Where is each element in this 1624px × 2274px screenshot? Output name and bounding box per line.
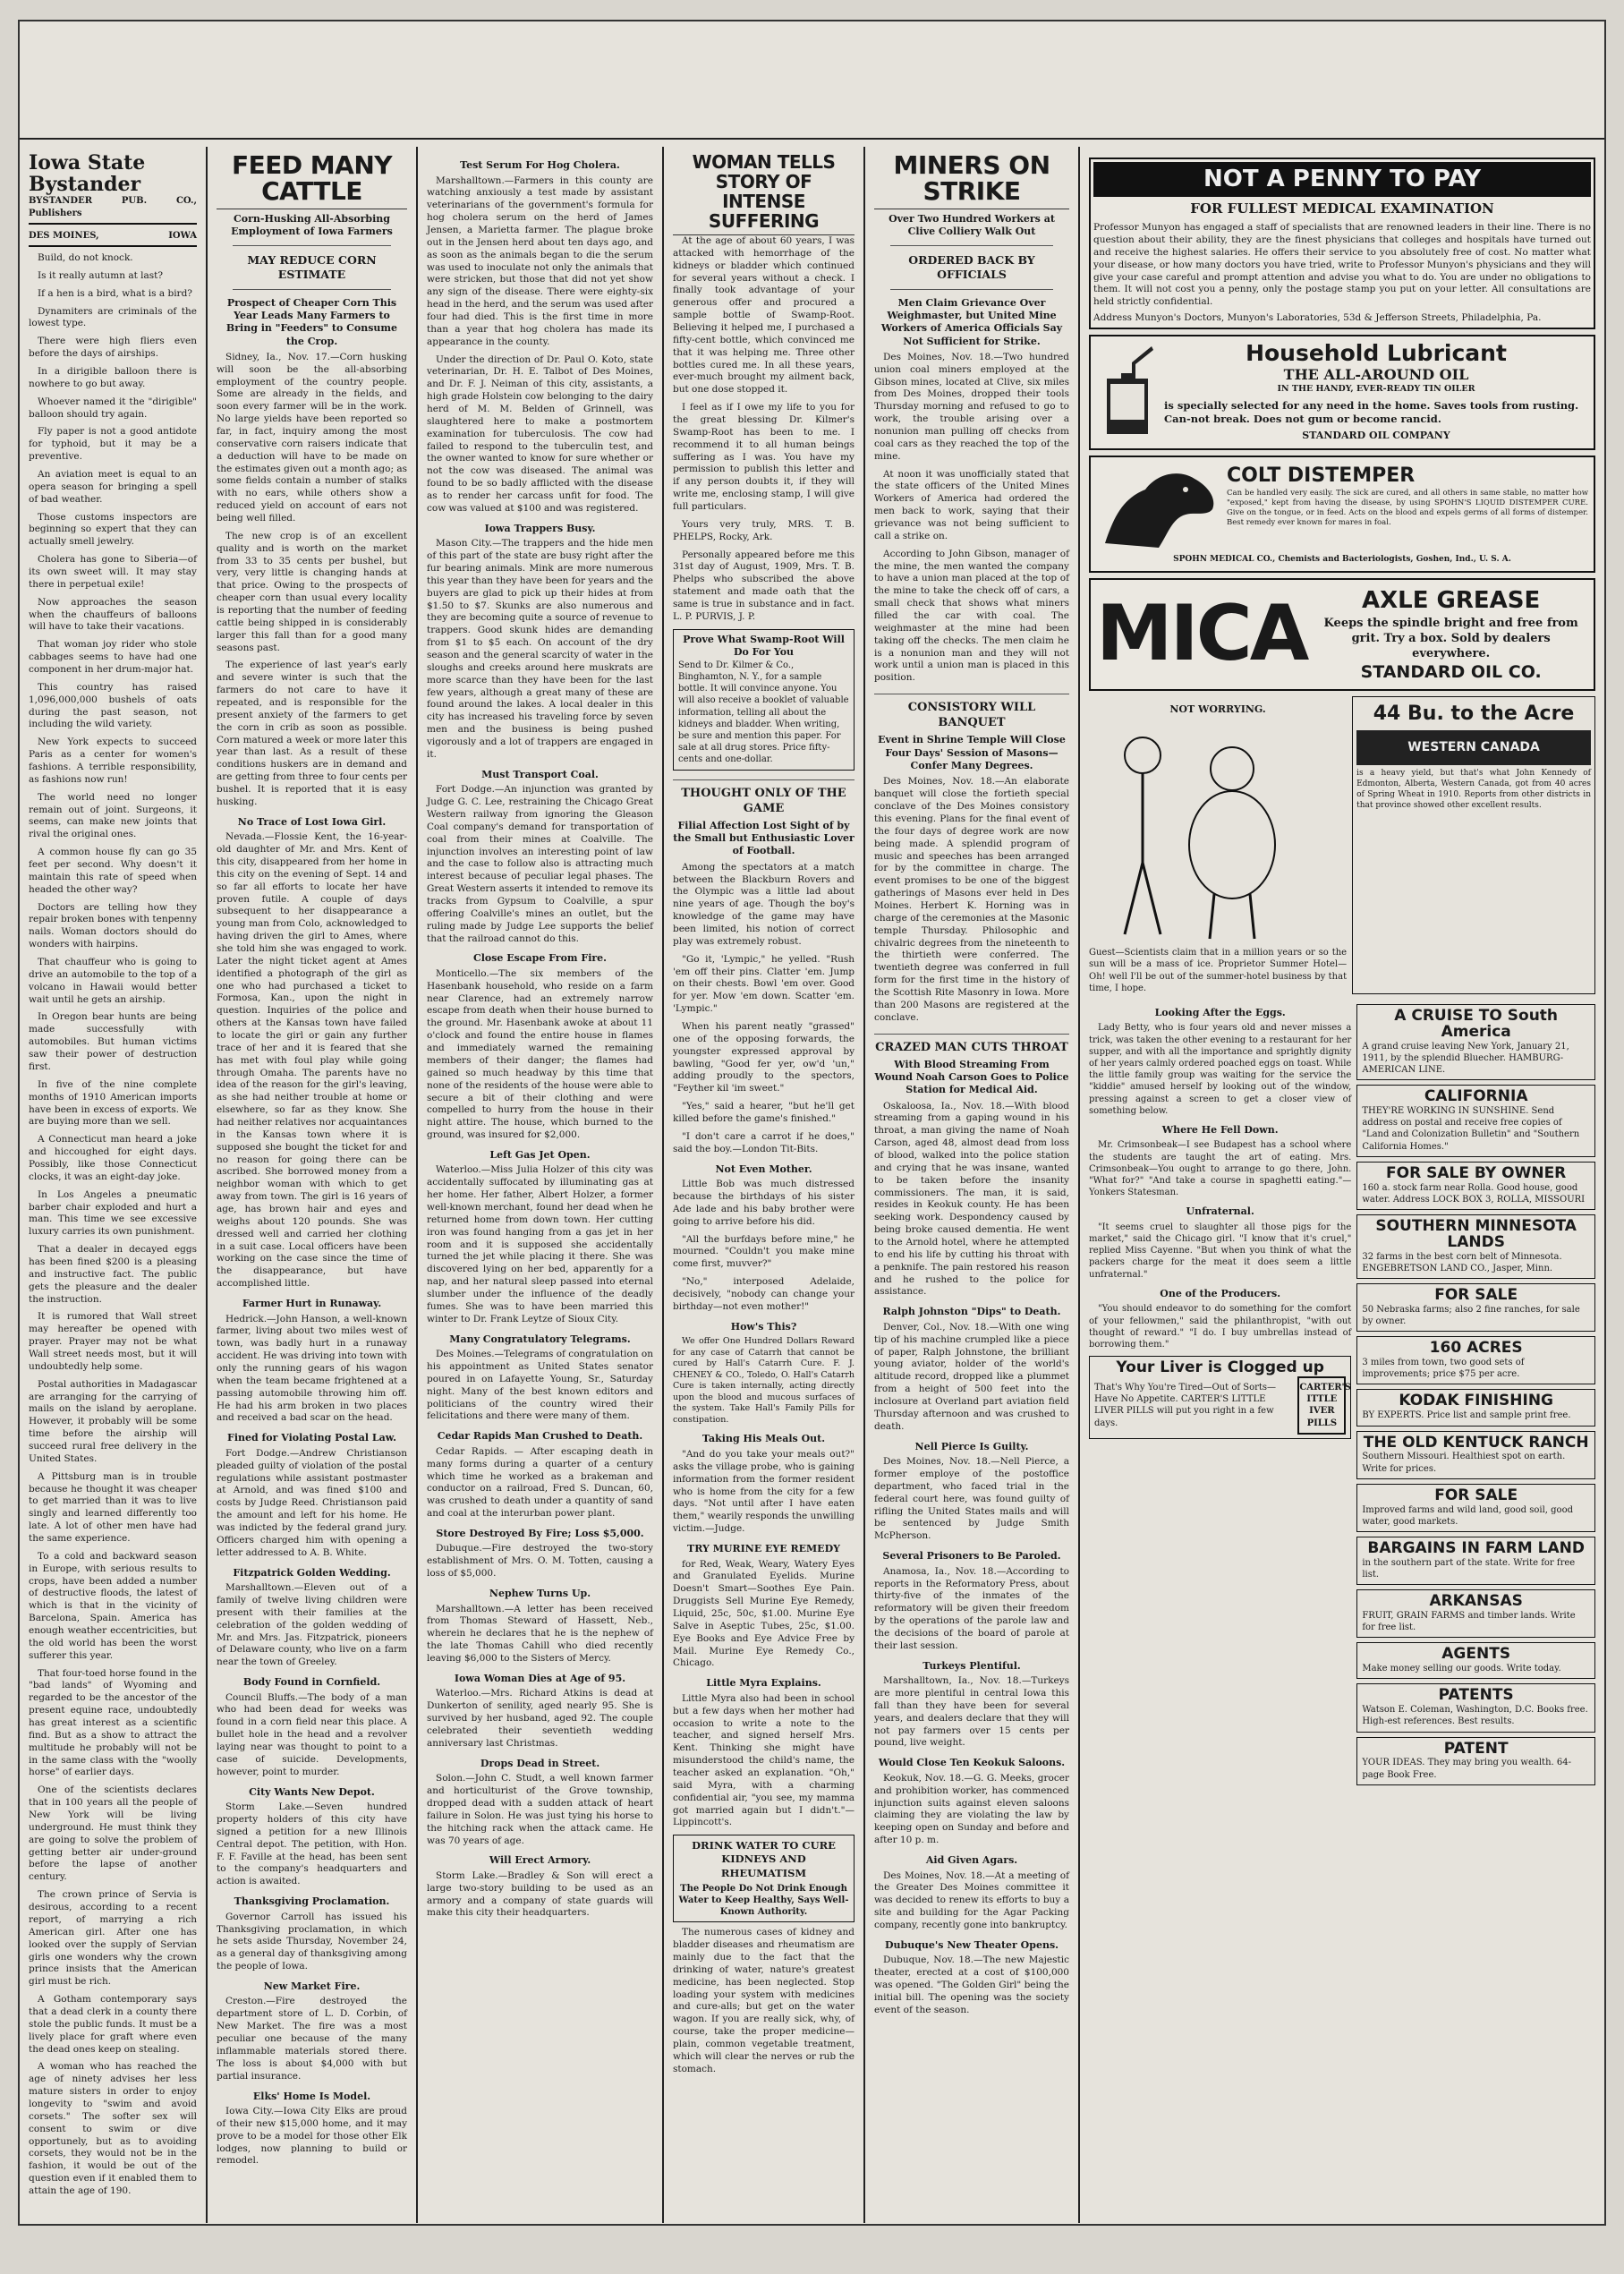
paragraph: This country has raised 1,096,000,000 bushels of oats during the past season, not including the wild variety. — [29, 681, 197, 730]
deck: Event in Shrine Temple Will Close Four Days' Session of Masons—Confer Many Degrees. — [878, 734, 1066, 772]
paragraph: That chauffeur who is going to drive an automobile to the top of a volcano in Hawaii would better wait until he gets an airship. — [29, 957, 197, 1005]
item-heading: Taking His Meals Out. — [701, 1433, 826, 1445]
ad-body: in the southern part of the state. Write for free list. — [1362, 1557, 1576, 1580]
paragraph: Des Moines, Nov. 18.—An elaborate banquet will close the fortieth special conclave of the Des Moines consistory this evening. Plans for the final event of the four days of degree work are now being made. A splendid program of music and speeches has been arranged for by the committee in charge. The event promises to be one of the biggest gatherings of Masons ever held in Des Moines. Herbert K. Horning was in charge of the ceremonies at the Masonic temple Thursday. Philosophic and chivalric degrees from the nineteenth to the thirtieth were conferred. The twentieth degree was conferred in full form for the first time in the history of the Scottish Rite Masonry in Iowa. More than 200 Masons are registered at the conclave. — [874, 776, 1070, 1023]
item-heading: Ralph Johnston "Dips" to Death. — [882, 1306, 1061, 1318]
ad-headline: FOR SALE BY OWNER — [1386, 1163, 1567, 1182]
carters-liver-pills-advertisement — [1089, 1356, 1351, 1439]
paragraph: "And do you take your meals out?" asks the village probe, who is gaining information from the former resident who is home from the city for a few days. "Not until after I have eaten them," wearily responds the unwilling victim.—Judge. — [673, 1449, 855, 1535]
paragraph: "Go it, 'Lympic," he yelled. "Rush 'em off their pins. Clatter 'em. Jump on their chests. Bowl 'em over. Good for yer. Mow 'em down. Scatter 'em. 'Lympic." — [673, 953, 855, 1015]
deck: Filial Affection Lost Sight of by the Small but Enthusiastic Lover of Football. — [673, 819, 855, 857]
paragraph: In Los Angeles a pneumatic barber chair exploded and hurt a man. This time we see excessive luxury carries its own punishment. — [29, 1188, 197, 1238]
paragraph: That woman joy rider who stole cabbages seems to have had one component in her drum-major hat. — [29, 639, 197, 675]
headline-woman-tells-story: WOMAN TELLS STORY OF INTENSE SUFFERING — [673, 152, 855, 235]
ad-headline: THE OLD KENTUCK RANCH — [1363, 1433, 1589, 1452]
swamp-root-advertisement — [673, 235, 855, 624]
paragraph: Anamosa, Ia., Nov. 18.—According to reports in the Reformatory Press, about thirty-five of the inmates of the reformatory will be given their freedom by the operations of the parole law and the decisions of the board of parole at their last session. — [874, 1565, 1069, 1651]
column-6-advertisements — [1080, 147, 1604, 2223]
ad-headline: SOUTHERN MINNESOTA LANDS — [1375, 1216, 1577, 1251]
ad-headline: AGENTS — [1441, 1645, 1511, 1664]
item-heading: Turkeys Plentiful. — [923, 1659, 1021, 1672]
paragraph: Marshalltown.—Eleven out of a family of twelve living children were present with their families at the celebration of the golden wedding of Mr. and Mrs. Jas. Fitzpatrick, pioneers of Delaware county, who live on a farm near the town of Greeley. — [217, 1582, 407, 1668]
paragraph: Cedar Rapids. — After escaping death in many forms during a quarter of a century which time he worked as a brakeman and conductor on a railroad, Fred S. Duncan, 60, was crushed to death under a quantity of sand and coal at the interurban power plant. — [427, 1445, 653, 1520]
paragraph: Doctors are telling how they repair broken bones with tenpenny nails. Woman doctors should do wonders with hairpins. — [29, 901, 197, 950]
paragraph: When his parent neatly "grassed" one of the opposing forwards, the youngster expressed approval by bawling, "Good fer yer, ow'd 'un," adding proudly to the spectors, "Feyther kil 'im sweet." — [673, 1021, 855, 1094]
item-heading: Must Transport Coal. — [481, 768, 599, 780]
item-heading: No Trace of Lost Iowa Girl. — [237, 815, 387, 828]
paragraph: Creston.—Fire destroyed the department store of L. D. Corbin, of New Market. The fire was a most peculiar one because of the many inflammable materials stored there. The loss is about $4,000 with but partial insurance. — [217, 1996, 407, 2082]
cartoon-caption: Guest—Scientists claim that in a million years or so the sun will be a mass of ice. Proprietor Summer Hotel—Oh! well I'll be out of the summer-hotel business by that time, I hope. — [1089, 948, 1348, 993]
divider — [890, 245, 1053, 246]
item-heading: New Market Fire. — [263, 1980, 361, 1992]
newspaper-page — [18, 20, 1606, 2226]
deck: With Blood Streaming From Wound Noah Carson Goes to Police Station for Medical Aid. — [874, 1058, 1069, 1096]
divider — [233, 245, 391, 246]
column-4 — [664, 147, 865, 2223]
item-heading: TRY MURINE EYE REMEDY — [687, 1543, 840, 1555]
item-heading: CRAZED MAN CUTS THROAT — [874, 1034, 1069, 1055]
paragraph: At noon it was unofficially stated that the state officers of the United Mines Workers of America had ordered the men back to work, saying that their grievance was not being sufficient to call a strike on. — [874, 468, 1069, 541]
classified-ad — [1356, 1214, 1595, 1279]
classified-ad — [1356, 1283, 1595, 1332]
ad-body: A grand cruise leaving New York, January 21, 1911, by the splendid Bluecher. HAMBURG-AMERICAN LINE. — [1362, 1041, 1569, 1075]
household-lubricant-advertisement — [1089, 335, 1595, 450]
deck: Prospect of Cheaper Corn This Year Leads Many Farmers to Bring in "Feeders" to Consume the Crop. — [225, 296, 398, 347]
story-body — [874, 352, 1069, 685]
paragraph: "All the burfdays before mine," he mourned. "Couldn't you make mine come first, muvver?" — [673, 1233, 855, 1270]
headline-miners-on-strike: MINERS ON STRIKE — [874, 152, 1069, 209]
header-rule — [20, 138, 1604, 140]
classified-ads — [1356, 1000, 1595, 1790]
ad-headline: COLT DISTEMPER — [1227, 464, 1416, 487]
paragraph: Des Moines, Nov. 18.—Two hundred union coal miners employed at the Gibson mines, located at Clive, six miles from Des Moines, dropped their tools Thursday morning and refused to go to work, the trouble arising over a nonunion man pulling off checks from coal cars as they reached the top of the mine. — [874, 351, 1069, 462]
paragraph: Is it really autumn at last? — [38, 269, 164, 281]
classified-ad — [1356, 1537, 1595, 1585]
paragraph: A common house fly can go 35 feet per second. Why doesn't it maintain this rate of speed when headed the other way? — [29, 847, 197, 895]
paragraph: Fort Dodge.—An injunction was granted by Judge G. C. Lee, restraining the Chicago Great Western railway from ignoring the Gleason Coal company's demand for transportation of coal from their mines at Coalville. The injunction involves an interesting point of law and the case to follow also is attracting much interest because of peculiar legal phases. The Great Western asserts it intended to remove its tracks from Gypsum to Coalville, a spur offering Coalville's mines an outlet, but the ruling made by Judge Lee supports the belief that the railroad cannot do this. — [427, 784, 653, 944]
ad-company: STANDARD OIL CO. — [1360, 662, 1542, 683]
masthead-publisher-line — [29, 195, 197, 224]
paragraph: Now approaches the season when the chauffeurs of balloons will have to take their vacations. — [29, 596, 197, 633]
drink-water-box — [673, 1835, 855, 1922]
classified-ad — [1356, 1683, 1595, 1732]
paragraph: Denver, Col., Nov. 18.—With one wing tip of his machine crumpled like a piece of paper, Ralph Johnstone, the brilliant young aviator, holder of the world's altitude record, dropped like a plummet from a height of 500 feet into the inclosure at Overland part aviation field Thursday afternoon and was crushed to death. — [874, 1321, 1069, 1432]
ad-body: Make money selling our goods. Write today. — [1362, 1664, 1561, 1674]
item-heading: One of the Producers. — [1160, 1287, 1281, 1299]
ad-body: 50 Nebraska farms; also 2 fine ranches, for sale by owner. — [1362, 1304, 1580, 1327]
eggs-and-cruise-row — [1089, 1000, 1595, 1790]
deck: Corn-Husking All-Absorbing Employment of Iowa Farmers — [231, 212, 393, 238]
paragraph: The experience of last year's early and severe winter is such that the farmers do not care to have it repeated, and is responsible for the present anxiety of the farmers to get the corn in crib as soon as possible. Corn matured a week or more later this year than last. As a result of these conditions huskers are in demand and are getting from three to four cents per bushel. It is reported that it is easy husking. — [217, 660, 407, 807]
paragraph: Yours very truly, MRS. T. B. PHELPS, Rocky, Ark. — [673, 518, 855, 542]
classified-ad — [1356, 1431, 1595, 1479]
item-heading: Many Congratulatory Telegrams. — [449, 1333, 631, 1345]
item-heading: Aid Given Agars. — [925, 1854, 1018, 1866]
paragraph: I feel as if I owe my life to you for the great blessing Dr. Kilmer's Swamp-Root has been to me. I recommend it to all human beings suffering as I was. You have my permission to publish this letter and if any person doubts it, if they will write me, enclosing stamp, I will give full particulars. — [673, 402, 855, 513]
ad-body: Professor Munyon has engaged a staff of specialists that are renowned leaders in their line. There is no question about their ability, they are the finest physicians that colleges and hospitals have turned out and receive the highest salaries. He offers their service to you absolutely free of cost. No matter what your disease, or how many doctors you have tried, write to Professor Munyon's physicians and they will give your case careful and prompt attention and advise you what to do. You are under no obligations to them. It will not cost you a penny, only the postage stamp you put on your letter. All consultations are held strictly confidential. — [1093, 222, 1591, 308]
south-america-cruise-advertisement — [1356, 1004, 1595, 1080]
ad-body: is specially selected for any need in the home. Saves tools from rusting. Can-not break. Does not gum or become rancid. — [1164, 398, 1579, 426]
paragraph: Dynamiters are criminals of the lowest type. — [29, 305, 197, 329]
ad-headline: PATENTS — [1438, 1686, 1514, 1705]
paragraph: In five of the nine complete months of 1910 American imports have been in excess of exports. We are buying more than we sell. — [29, 1078, 197, 1128]
story-body — [673, 862, 855, 1156]
classified-ad — [1356, 1336, 1595, 1384]
masthead-publisher: BYSTANDER PUB. CO., Publishers — [29, 196, 197, 218]
ad-headline: 160 ACRES — [1429, 1339, 1523, 1358]
paragraph: Mason City.—The trappers and the hide men of this part of the state are busy right after the fur bearing animals. Mink are more numerous this year than they have been for years and the buyers are glad to pick up their hides at from $1.50 to $7. Skunks are also numerous and they are becoming quite a source of revenue to trappers. Good skunk hides are demanding from $1 to $5 each. On account of the dry season and the general scarcity of water in the sloughs and creeks around here muskrats are more scarce than they have been for the last few years, although a great many of these are found around the lakes. A local dealer in this city has increased his traveling force by seven men and the business is being pushed vigorously and a lot of trappers are engaged in it. — [427, 538, 653, 760]
news-items — [874, 694, 1069, 2016]
ad-subheadline: THE ALL-AROUND OIL — [1283, 366, 1469, 384]
headline-feed-many-cattle: FEED MANY CATTLE — [217, 152, 407, 209]
ad-headline: KODAK FINISHING — [1399, 1392, 1554, 1410]
paragraph: Dubuque, Nov. 18.—The new Majestic theater, erected at a cost of $100,000 was opened. "The Golden Girl" being the initial bill. The opening was the society event of the season. — [874, 1955, 1069, 2015]
classified-ad — [1356, 1389, 1595, 1426]
paragraph: New York expects to succeed Paris as a center for women's fashions. A terrible responsibility, as fashions now run! — [29, 737, 197, 785]
paragraph: "You should endeavor to do something for the comfort of your fellowmen," said the philanthropist, "with out thought of reward." "I do. I buy umbrellas instead of borrowing them." — [1089, 1304, 1352, 1350]
paragraph: If a hen is a bird, what is a bird? — [38, 287, 192, 299]
item-heading: Will Erect Armory. — [489, 1854, 591, 1867]
ad-headline: Household Lubricant — [1246, 339, 1507, 366]
paragraph: The crown prince of Servia is desirous, according to a recent report, of marrying a rich American girl. After one has looked over the supply of Servian girls one wonders why the crown prince insists that the American girl must be rich. — [29, 1889, 197, 1988]
paragraph: "It seems cruel to slaughter all those pigs for the market," said the Chicago girl. "I know that it's cruel," replied Miss Cayenne. "But when you think of what the packers charge for the meat it does seem a little unfraternal." — [1089, 1222, 1352, 1280]
item-heading: Close Escape From Fire. — [472, 952, 608, 965]
paragraph: Those customs inspectors are beginning so expert that they can actually smell jewelry. — [29, 511, 197, 548]
item-heading: Body Found in Cornfield. — [242, 1676, 381, 1689]
paragraph: Little Bob was much distressed because the birthdays of his sister Ade lade and his baby brother were going to arrive before his did. — [673, 1179, 855, 1227]
item-heading: Looking After the Eggs. — [1154, 1006, 1286, 1018]
paragraph: Sidney, Ia., Nov. 17.—Corn husking will soon be the all-absorbing employment of the country people. Some are already in the fields, and soon every farmer will be in the work. No large yields have been reported so far, in fact, inquiry among the most conservative corn raisers indicate that a deduction will have to be made on the estimates given out a month ago; as some fields contain a number of stalks with no ears, while others show a reduced yield on account of ears not being well filled. — [217, 351, 407, 524]
paragraph: Marshalltown.—Farmers in this county are watching anxiously a test made by assistant veterinarians of the government's formula for hog cholera serum on the herd of James Jensen, a Marietta farmer. The plague broke out in the Jensen herd about ten days ago, and as soon as the animals began to die the serum was used to inoculate not only the animals that were stricken, but those that did not yet show any sign of the disease. There were eighty-six head in the herd, and the serum was used after four had died. This is the first time in more than a year that hog cholera has made its appearance in the county. — [427, 175, 653, 347]
item-heading: Fitzpatrick Golden Wedding. — [233, 1566, 391, 1579]
deck: Men Claim Grievance Over Weighmaster, but United Mine Workers of America Officials Say Not Sufficient for Strike. — [880, 296, 1063, 347]
masthead-location-line — [29, 230, 197, 247]
cartoon-and-canada-row — [1089, 696, 1595, 993]
paragraph: Des Moines, Nov. 18.—Nell Pierce, a former employe of the postoffice department, who faced trial in the federal court here, was found guilty of rifling the United States mails and will be sentenced by Judge Smith McPherson. — [874, 1456, 1069, 1542]
paragraph: The numerous cases of kidney and bladder diseases and rheumatism are mainly due to the fact that the drinking of water, nature's greatest medicine, has been neglected. Stop loading your system with medicines and cure-alls; but get on the water wagon. If you are really sick, why, of course, take the proper medicine—plain, common vegetable treatment, which will clear the nerves or rub the stomach. — [673, 1927, 855, 2074]
offer-heading: Prove What Swamp-Root Will Do For You — [683, 633, 845, 659]
paragraph: One of the scientists declares that in 100 years all the people of New York will be living underground. He must think they are going to solve the problem of getting better air under-ground before the lapse of another century. — [29, 1784, 197, 1883]
ad-badge: WESTERN CANADA — [1356, 730, 1591, 764]
divider — [233, 289, 391, 290]
paragraph: Fort Dodge.—Andrew Christianson pleaded guilty of violation of the postal regulations while assistant postmaster at Arnold, and was fined $100 and costs by Judge Reed. Christianson paid the amount and left for his home. He was indicted by the federal grand jury. Officers charged him with opening a letter addressed to A. B. White. — [217, 1447, 407, 1558]
paragraph: for Red, Weak, Weary, Watery Eyes and Granulated Eyelids. Murine Doesn't Smart—Soothes Eye Pain. Druggists Sell Murine Eye Remedy, Liquid, 25c, 50c, $1.00. Murine Eye Salve in Aseptic Tubes, 25c, $1.00. Eye Books and Eye Advice Free by Mail. Murine Eye Remedy Co., Chicago. — [673, 1558, 855, 1669]
ad-body: is a heavy yield, but that's what John Kennedy of Edmonton, Alberta, Western Canada, got from 40 acres of Spring Wheat in 1910. Reports from other districts in that province showed other excellent results. — [1356, 768, 1591, 810]
paragraph: Governor Carroll has issued his Thanksgiving proclamation, in which he sets aside Thursday, November 24, as a general day of thanksgiving among the people of Iowa. — [217, 1911, 407, 1972]
classified-ad — [1356, 1484, 1595, 1532]
ad-address: Address Munyon's Doctors, Munyon's Laboratories, 53d & Jefferson Streets, Philadelphia, Pa. — [1093, 312, 1542, 324]
paragraph: Postal authorities in Madagascar are arranging for the carrying of mails on the island by aeroplane. However, it probably will be some time before the airship will succeed rural free delivery in the United States. — [29, 1378, 197, 1464]
paragraph: Little Myra also had been in school but a few days when her mother had occasion to write a note to the teacher, and signed herself Mrs. Kent. Thinking she might have misunderstood the child's name, the teacher asked an explanation. "Oh," said Myra, with a charming confidential air, "you see, my mamma got married again but I didn't."—Lippincott's. — [673, 1692, 855, 1828]
offer-text: Send to Dr. Kilmer & Co., Binghamton, N. Y., for a sample bottle. It will convince anyone. You will also receive a booklet of valuable information, telling all about the kidneys and bladder. When writing, be sure and mention this paper. For sale at all drug stores. Price fifty-cents and one-dollar. — [678, 660, 849, 765]
small-ads-list — [1356, 1085, 1595, 1785]
paragraph: Nevada.—Flossie Kent, the 16-year-old daughter of Mr. and Mrs. Kent of this city, disappeared from her home in this city on the evening of Sept. 14 and so far all efforts to locate her have proven futile. A couple of days subsequent to her disappearance a young man from Colo, acknowledged to having driven the girl to Ames, where she told him she was engaged to work. Later the night ticket agent at Ames identified a photograph of the girl as one who had purchased a ticket to Formosa, Kan., upon the night in question. Inquiries of the police and others at the Kansas town have failed to locate the girl or gain any further trace of her and it is feared that she has met with foul play while going through Omaha. The parents have no idea of the reason for the girl's leaving, as she had neither trouble at home or elsewhere, so far as they know. She had neither relatives nor acquaintances in the Kansas town where it is supposed she bought the ticket for and no reason for going there can be ascribed. She borrowed money from a neighbor woman with which to get away from town. The girl is 16 years of age, has brown hair and eyes and weighs about 120 pounds. She was dressed well and carried her clothing in a suit case. Local officers have been working on the case since the time of the disappearance, but have accomplished little. — [217, 831, 407, 1290]
mica-axle-grease-advertisement — [1089, 578, 1595, 692]
story-headline: THOUGHT ONLY OF THE GAME — [673, 779, 855, 816]
paragraph: Council Bluffs.—The body of a man who had been dead for weeks was found in a corn field near this place. A bullet hole in the head and a revolver laying near was thought to point to a case of suicide. Developments, however, point to murder. — [217, 1691, 407, 1777]
masthead-city: DES MOINES, — [29, 230, 99, 241]
item-heading: Cedar Rapids Man Crushed to Death. — [437, 1430, 643, 1443]
ad-body: Improved farms and wild land, good soil, good water, good markets. — [1362, 1504, 1573, 1527]
classified-ad — [1356, 1085, 1595, 1157]
ad-headline: ARKANSAS — [1429, 1592, 1523, 1611]
ad-headline: FOR SALE — [1434, 1486, 1518, 1504]
ad-tagline: IN THE HANDY, EVER-READY TIN OILER — [1277, 384, 1475, 395]
paragraph: Hedrick.—John Hanson, a well-known farmer, living about two miles west of town, was badly hurt in a runaway accident. He was driving into town with only the running gears of his wagon when the team became frightened at a passing automobile throwing him off. He had his arm broken in two places and received a bad scar on the head. — [217, 1313, 407, 1424]
item-heading: Fined for Violating Postal Law. — [227, 1432, 396, 1444]
paragraph: A Pittsburg man is in trouble because he thought it was cheaper to get married than it was to live singly and learned differently too late. A lot of other men have had the same experience. — [29, 1470, 197, 1544]
paragraph: "No," interposed Adelaide, decisively, "nobody can change your birthday—not even mother!" — [673, 1276, 855, 1312]
divider — [890, 289, 1053, 290]
classified-ad — [1356, 1737, 1595, 1785]
paragraph: Lady Betty, who is four years old and never misses a trick, was taken the other evening to a restaurant for her supper, and with all the importance and sprightly dignity of her years calmly ordered poached eggs on toast. While the little family group was waiting for the service the "kiddie" amused herself by looking out of the window, pressing against a screen to get a closer view of something below. — [1089, 1023, 1352, 1116]
classified-ad — [1356, 1589, 1595, 1638]
item-heading: Little Myra Explains. — [706, 1677, 821, 1690]
paragraph: Among the spectators at a match between the Blackburn Rovers and the Olympic was a little lad about nine years of age. Though the boy's knowledge of the game may have been limited, his notion of correct play was extremely robust. — [673, 861, 855, 947]
paragraph: According to John Gibson, manager of the mine, the men wanted the company to have a union man placed at the top of the mine to take the check off of cars, a small check that shows what miners filled the car with coal. The weighmaster at the mine had been taking off the checks. The men claim he is a nonunion man and they will not work until a union man is placed in this position. — [874, 548, 1069, 684]
item-heading: Would Close Ten Keokuk Saloons. — [878, 1757, 1066, 1769]
item-heading: CONSISTORY WILL BANQUET — [874, 694, 1069, 730]
paragraph: Storm Lake.—Seven hundred property holders of this city have signed a petition for a new Illinois Central depot. The petition, with Hon. F. F. Faville at the head, has been sent to the company's headquarters and action is awaited. — [217, 1801, 407, 1887]
news-items — [427, 159, 653, 1920]
paragraph: Personally appeared before me this 31st day of August, 1909, Mrs. T. B. Phelps who subscribed the above statement and made oath that the same is true in substance and in fact. L. P. PURVIS, J. P. — [673, 549, 855, 622]
ad-body: Keeps the spindle bright and free from grit. Try a box. Sold by dealers everywhere. — [1323, 616, 1578, 661]
paragraph-list — [29, 252, 197, 2198]
paragraph: Oskaloosa, Ia., Nov. 18.—With blood streaming from a gaping wound in his throat, a man giving the name of Noah Carson, aged 48, almost dead from loss of blood, walked into the police station and crying that he was insane, wanted to be taken before the insanity commissioners. The man, it is said, resides in Keokuk county. He has been seeking work. Despondency caused by being broke caused dementia. He went to the Arnold hotel, where he attempted to end his life by cutting his throat with a penknife. The pain restored his reason and he rushed to the police for assistance. — [874, 1100, 1069, 1298]
paragraph: "I don't care a carrot if he does," said the boy.—London Tit-Bits. — [673, 1130, 855, 1154]
ad-company: SPOHN MEDICAL CO., Chemists and Bacteriologists, Goshen, Ind., U. S. A. — [1173, 554, 1511, 564]
paragraph: Cholera has gone to Siberia—of its own sweet will. It may stay there in perpetual exile! — [29, 554, 197, 590]
colt-distemper-advertisement — [1089, 456, 1595, 573]
munyon-advertisement — [1089, 158, 1595, 329]
paragraph: Des Moines.—Telegrams of congratulation on his appointment as United States senator poured in on Lafayette Young, Sr., Saturday night. Many of the best known editors and politicians of the country wired their felicitations and there were many of them. — [427, 1349, 653, 1422]
ad-body: THEY'RE WORKING IN SUNSHINE. Send address on postal and receive free copies of "Land and Colonization Bulletin" and "Southern California Homes." — [1362, 1106, 1580, 1152]
ad-body: YOUR IDEAS. They may bring you wealth. 64-page Book Free. — [1362, 1758, 1571, 1780]
ad-headline: NOT A PENNY TO PAY — [1093, 162, 1591, 197]
story-body — [217, 352, 407, 809]
ad-brand: MICA — [1096, 589, 1307, 679]
ad-headline: CALIFORNIA — [1424, 1087, 1528, 1106]
item-heading: City Wants New Depot. — [249, 1785, 375, 1798]
paragraph: There were high fliers even before the days of airships. — [29, 336, 197, 360]
ad-subheadline: FOR FULLEST MEDICAL EXAMINATION — [1190, 200, 1494, 217]
item-heading: Where He Fell Down. — [1161, 1123, 1279, 1136]
column-5 — [865, 147, 1080, 2223]
ad-body: That's Why You're Tired—Out of Sorts—Have No Appetite. CARTER'S LITTLE LIVER PILLS will put you right in a few days. — [1094, 1382, 1277, 1428]
item-heading: Elks' Home Is Model. — [252, 2090, 371, 2102]
paragraph: It is rumored that Wall street may hereafter be opened with prayer. Prayer may not be what Wall street needs most, but it will undoubtedly help some. — [29, 1311, 197, 1372]
news-items — [217, 816, 407, 2168]
column-1 — [20, 147, 208, 2223]
item-heading: Iowa Woman Dies at Age of 95. — [454, 1672, 626, 1684]
oil-can-icon — [1096, 343, 1159, 441]
ad-headline: Your Liver is Clogged up — [1116, 1358, 1324, 1377]
paragraph: A Connecticut man heard a joke and hiccoughed for eight days. Possibly, like those Connecticut clocks, it was an eight-day joke. — [29, 1134, 197, 1182]
western-canada-advertisement — [1352, 696, 1595, 993]
item-heading: Unfraternal. — [1186, 1205, 1254, 1218]
paragraph: We offer One Hundred Dollars Reward for any case of Catarrh that cannot be cured by Hall's Catarrh Cure. F. J. CHENEY & CO., Toledo, O. Hall's Catarrh Cure is taken internally, acting directly upon the blood and mucous surfaces of the system. Take Hall's Family Pills for constipation. — [673, 1336, 855, 1425]
column-3 — [418, 147, 664, 2223]
ad-body: 160 a. stock farm near Rolla. Good house, good water. Address LOCK BOX 3, ROLLA, MISSOURI — [1362, 1182, 1586, 1205]
deck: Over Two Hundred Workers at Clive Colliery Walk Out — [889, 212, 1055, 238]
item-heading: Farmer Hurt in Runaway. — [242, 1298, 382, 1310]
cartoon-block — [1089, 696, 1347, 993]
paragraph: "Yes," said a hearer, "but he'll get killed before the game's finished." — [673, 1101, 855, 1125]
box-heading: DRINK WATER TO CURE KIDNEYS AND RHEUMATISM — [692, 1839, 836, 1879]
paragraph: Waterloo.—Miss Julia Holzer of this city was accidentally suffocated by illuminating gas at her home. Her father, Albert Holzer, a former well-known merchant, found her dead when he returned home from down town. Her cutting iron was found hanging from a gas jet in her room and it is supposed she accidentally turned the jet while placing it there. She was discovered lying on her bed, apparently for a nap, and her natural sleep passed into eternal slumber under the influence of the deadly fumes. She was to have been married this winter to Dr. Frank Leytze of Sioux City. — [427, 1164, 653, 1324]
paragraph: Des Moines, Nov. 18.—At a meeting of the Greater Des Moines committee it was decided to renew its efforts to buy a site and building for the Agar Packing company, recently gone into bankruptcy. — [874, 1869, 1069, 1930]
ad-body: FRUIT, GRAIN FARMS and timber lands. Write for free list. — [1362, 1611, 1576, 1633]
paragraph: That four-toed horse found in the "bad lands" of Wyoming and regarded to be the ancestor of the present equine race, undoubtedly has great interest as a scientific find. But as a show to attract the multitude he probably will not be in the same class with the "woolly horse" of earlier days. — [29, 1667, 197, 1778]
ad-headline: BARGAINS IN FARM LAND — [1367, 1538, 1585, 1557]
ad-body: 32 farms in the best corn belt of Minnesota. ENGEBRETSON LAND CO., Jasper, Minn. — [1362, 1251, 1562, 1273]
subheadline: ORDERED BACK BY OFFICIALS — [908, 253, 1035, 281]
ad-body: BY EXPERTS. Price list and sample print free. — [1362, 1410, 1571, 1421]
paragraph: Solon.—John C. Studt, a well known farmer and horticulturist of the Grove township, dropped dead with a sudden attack of heart failure in Solon. He was just tying his horse to the hitching rack when the attack came. He was 70 years of age. — [427, 1773, 653, 1846]
subheadline: MAY REDUCE CORN ESTIMATE — [247, 253, 377, 281]
paragraph: Waterloo.—Mrs. Richard Atkins is dead at Dunkerton of senility, aged nearly 95. She is survived by her husband, aged 92. The couple celebrated their seventieth wedding anniversary last Christmas. — [427, 1688, 653, 1749]
paragraph: Marshalltown, Ia., Nov. 18.—Turkeys are more plentiful in central Iowa this fall than they have been for several years, and dealers declare that they will not pay farmers over 15 cents per pound, live weight. — [874, 1675, 1069, 1749]
paragraph: In Oregon bear hunts are being made successfully with automobiles. But human victims saw their power of destruction first. — [29, 1011, 197, 1072]
cartoon-illustration — [1089, 720, 1295, 943]
item-heading: Test Serum For Hog Cholera. — [460, 159, 620, 171]
paragraph: Monticello.—The six members of the Hasenbank household, who reside on a farm near Clarence, had an extremely narrow escape from death when their house burned to the ground. Mr. Hasenbank awoke at about 11 o'clock and found the entire house in flames and immediately warned the remaining members of their danger; the flames had gained so much headway by this time that none of the residents of the house were able to secure a bit of their clothing and were compelled to hurry from the house in their night attire. The house, which burned to the ground, was insured for $2,000. — [427, 967, 653, 1141]
item-heading: Not Even Mother. — [715, 1163, 812, 1175]
paragraph: In a dirigible balloon there is nowhere to go but away. — [29, 365, 197, 389]
paragraph: A woman who has reached the age of ninety advises her less mature sisters in order to enjoy longevity to "swim and avoid corsets." The softer sex will consent to swim or dive opportunely, but as to avoiding corsets, they would not be in the fashion, it would be out of the question even if it enabled them to attain the age of 190. — [29, 2061, 197, 2196]
paragraph: Dubuque.—Fire destroyed the two-story establishment of Mrs. O. M. Totten, causing a loss of $5,000. — [427, 1543, 653, 1580]
ad-body: 3 miles from town, two good sets of improvements; price $75 per acre. — [1362, 1358, 1525, 1380]
paragraph: At the age of about 60 years, I was attacked with hemorrhage of the kidneys or bladder which continued for several years without a check. I finally took advantage of your generous offer and procured a sample bottle of Swamp-Root. Believing it helped me, I purchased a fifty-cent bottle, which convinced me that it was helping me. Three other bottles cured me. In all these years, ever-much brought my ailment back, but one dose stopped it. — [673, 235, 855, 396]
item-heading: Nephew Turns Up. — [489, 1588, 591, 1600]
cartoon-title: NOT WORRYING. — [1169, 703, 1266, 716]
story-body — [673, 1179, 855, 1314]
paragraph: To a cold and backward season in Europe, with serious results to crops, have been added a number of destructive floods, the latest of which is that in the vicinity of Barcelona, Spain. America has enough weather eccentricities, but the old world has been the worst sufferer this year. — [29, 1550, 197, 1661]
ad-company: STANDARD OIL COMPANY — [1302, 430, 1450, 442]
item-heading: Nell Pierce Is Guilty. — [914, 1440, 1029, 1452]
item-heading: Drops Dead in Street. — [480, 1757, 600, 1769]
ad-headline: AXLE GREASE — [1361, 586, 1541, 614]
item-heading: Thanksgiving Proclamation. — [234, 1895, 390, 1908]
paragraph: Fly paper is not a good antidote for typhoid, but it may be a preventive. — [29, 426, 197, 463]
paragraph: A Gotham contemporary says that a dead clerk in a county there stole the public funds. It must be a lively place for graft where even the dead ones keep on stealing. — [29, 1994, 197, 2055]
item-heading: Left Gas Jet Open. — [489, 1148, 591, 1161]
item-heading: Dubuque's New Theater Opens. — [885, 1938, 1059, 1951]
classified-ad — [1356, 1642, 1595, 1679]
item-heading: Iowa Trappers Busy. — [484, 522, 596, 534]
paragraph: Whoever named it the "dirigible" balloon should try again. — [29, 396, 197, 420]
paragraph: Mr. Crimsonbeak—I see Budapest has a school where the students are taught the art of eating. Mrs. Crimsonbeak—You ought to arrange to go there, John. "What for?" "And take a course in spaghetti eating."—Yonkers Statesman. — [1089, 1140, 1352, 1198]
swamp-root-offer-box — [673, 629, 855, 771]
paragraph: Storm Lake.—Bradley & Son will erect a large two-story building to be used as an armory and a company of state guards will make this city their headquarters. — [427, 1869, 653, 1919]
paragraph: The world need no longer remain out of joint. Surgeons, it seems, can make new joints that rival the original ones. — [29, 791, 197, 840]
item-heading: Store Destroyed By Fire; Loss $5,000. — [436, 1527, 644, 1539]
classified-ad — [1356, 1162, 1595, 1210]
ad-headline: A CRUISE TO South America — [1394, 1006, 1559, 1041]
item-heading: Several Prisoners to Be Paroled. — [882, 1550, 1061, 1563]
paragraph: An aviation meet is equal to an opera season for bringing a spell of bad weather. — [29, 468, 197, 505]
item-heading: How's This? — [730, 1320, 797, 1333]
ad-body: Watson E. Coleman, Washington, D.C. Books free. High-est references. Best results. — [1362, 1705, 1588, 1727]
ad-headline: PATENT — [1443, 1739, 1509, 1758]
column-2 — [208, 147, 418, 2223]
ad-headline: FOR SALE — [1434, 1286, 1518, 1305]
ad-headline: 44 Bu. to the Acre — [1373, 703, 1575, 726]
paragraph: That a dealer in decayed eggs has been fined $200 is a pleasing and instructive fact. The public gets the pleasure and the dealer the instruction. — [29, 1244, 197, 1305]
paragraph: Marshalltown.—A letter has been received from Thomas Steward of Hassett, Neb., wherein he declares that he is the nephew of the late Thomas Cahill who died recently leaving $6,000 to the Sisters of Mercy. — [427, 1603, 653, 1665]
paragraph: Under the direction of Dr. Paul O. Koto, state veterinarian, Dr. H. E. Talbot of Des Moines, and Dr. F. J. Neiman of this city, assistants, a high grade Holstein cow belonging to the dairy herd of M. M. Belden of Grinnell, was slaughtered here to make a postmortem examination for tuberculosis. The cow had failed to respond to the tuberculin test, and the owner wanted to know for sure whether or not the cow was diseased. The animal was found to be so badly afflicted with the disease as to render her carcass unfit for food. The cow was valued at $100 and was registered. — [427, 353, 653, 514]
paragraph: Keokuk, Nov. 18.—G. G. Meeks, grocer and prohibition worker, has commenced injunction suits against eleven saloons claiming they are violating the law by keeping open on Sunday and before and after 10 p. m. — [874, 1772, 1069, 1846]
box-subheading: The People Do Not Drink Enough Water to Keep Healthy, Says Well-Known Authority. — [678, 1883, 849, 1918]
pill-box-badge: CARTER'S ITTLE IVER PILLS — [1297, 1376, 1346, 1435]
paragraph: Build, do not knock. — [38, 251, 133, 263]
paragraph: The new crop is of an excellent quality and is worth on the market from 33 to 35 cents per bushel, but very, very little is changing hands at that price. Owing to the prospects of cheaper corn than usual every locality is reporting that the number of feeding cattle being shipped in is considerably larger this fall than for a good many seasons past. — [217, 530, 407, 653]
masthead-state: IOWA — [168, 230, 197, 241]
ad-body: Can be handled very easily. The sick are cured, and all others in same stable, no matter how "exposed," kept from having the disease, by using SPOHN'S LIQUID DISTEMPER CURE. Give on the tongue, or in feed. Acts on the blood and expels germs of all forms of distemper. Best remedy ever known for mares in foal. — [1227, 488, 1588, 528]
paragraph: Iowa City.—Iowa City Elks are proud of their new $15,000 home, and it may prove to be a model for those other Elk lodges, now planning to build or remodel. — [217, 2106, 407, 2167]
masthead-title: Iowa State Bystander — [29, 151, 146, 197]
horse-head-icon — [1096, 463, 1221, 552]
ad-body: Southern Missouri. Healthiest spot on earth. Write for prices. — [1362, 1452, 1566, 1474]
eggs-story — [1089, 1000, 1351, 1790]
